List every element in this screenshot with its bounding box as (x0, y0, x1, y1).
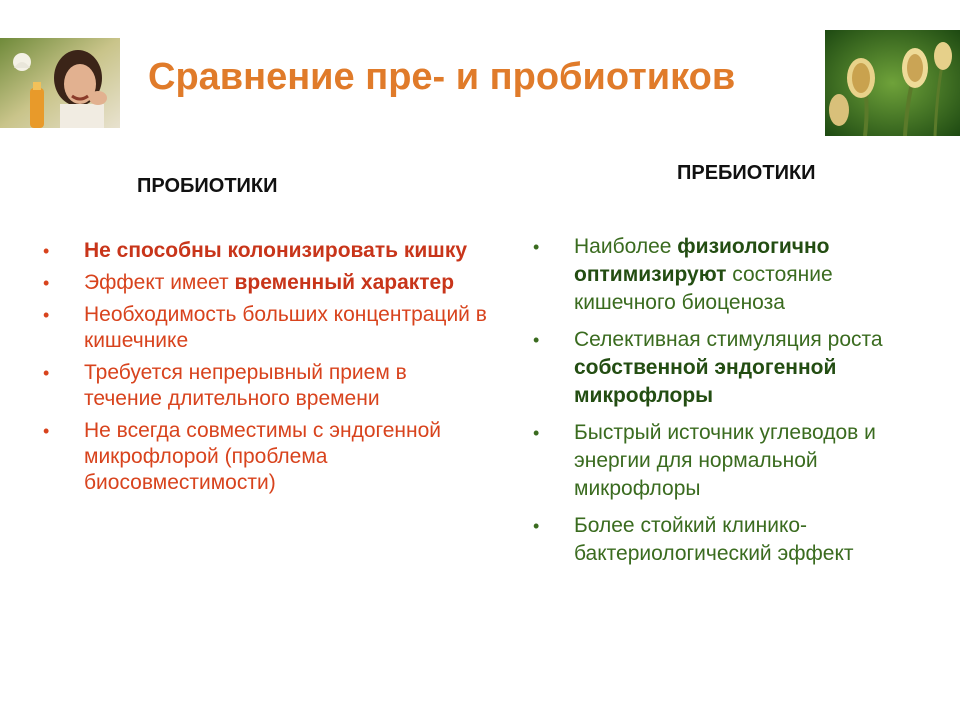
bullet-icon: • (43, 241, 50, 261)
bullet-icon: • (533, 516, 540, 536)
bullet-icon: • (43, 305, 50, 325)
probiotics-list (37, 238, 487, 502)
emphasized-text: собственной эндогенной микрофлоры (574, 356, 837, 407)
probiotics-list-item (37, 360, 487, 412)
emphasized-text: временный характер (234, 271, 455, 294)
page-title: Сравнение пре- и пробиотиков (148, 56, 736, 98)
item-text: Наиболее (574, 235, 678, 258)
item-text: Быстрый источник углеводов и энергии для нормальной микрофлоры (574, 421, 876, 500)
probiotics-heading: ПРОБИОТИКИ (137, 175, 278, 197)
photo-woman-drinking-icon (0, 38, 120, 128)
item-text: состояние кишечного биоценоза (574, 263, 833, 314)
bullet-icon: • (533, 330, 540, 350)
prebiotics-list-item (527, 419, 937, 503)
probiotics-list-item (37, 238, 487, 264)
bullet-icon: • (43, 273, 50, 293)
photo-flowering-plant-icon (825, 30, 960, 136)
prebiotics-list (527, 233, 937, 577)
item-text: Селективная стимуляция роста (574, 328, 883, 351)
item-text: Более стойкий клинико-бактериологический эффект (574, 514, 854, 565)
item-text: Эффект имеет (84, 271, 235, 294)
bullet-icon: • (43, 421, 50, 441)
prebiotics-list-item (527, 326, 937, 410)
prebiotics-list-item (527, 233, 937, 317)
prebiotics-heading: ПРЕБИОТИКИ (677, 162, 816, 184)
emphasized-text: физиологично оптимизируют (574, 235, 830, 286)
probiotics-list-item (37, 270, 487, 296)
bullet-icon: • (43, 363, 50, 383)
item-text: Необходимость больших концентраций в кишечнике (84, 303, 487, 352)
bullet-icon: • (533, 237, 540, 257)
probiotics-list-item (37, 302, 487, 354)
prebiotics-list-item (527, 512, 937, 568)
item-text: Не всегда совместимы с эндогенной микрофлорой (проблема биосовместимости) (84, 419, 441, 494)
bullet-icon: • (533, 423, 540, 443)
probiotics-list-item (37, 418, 487, 496)
item-text: Требуется непрерывный прием в течение длительного времени (84, 361, 407, 410)
emphasized-text: Не способны колонизировать кишку (84, 239, 468, 262)
